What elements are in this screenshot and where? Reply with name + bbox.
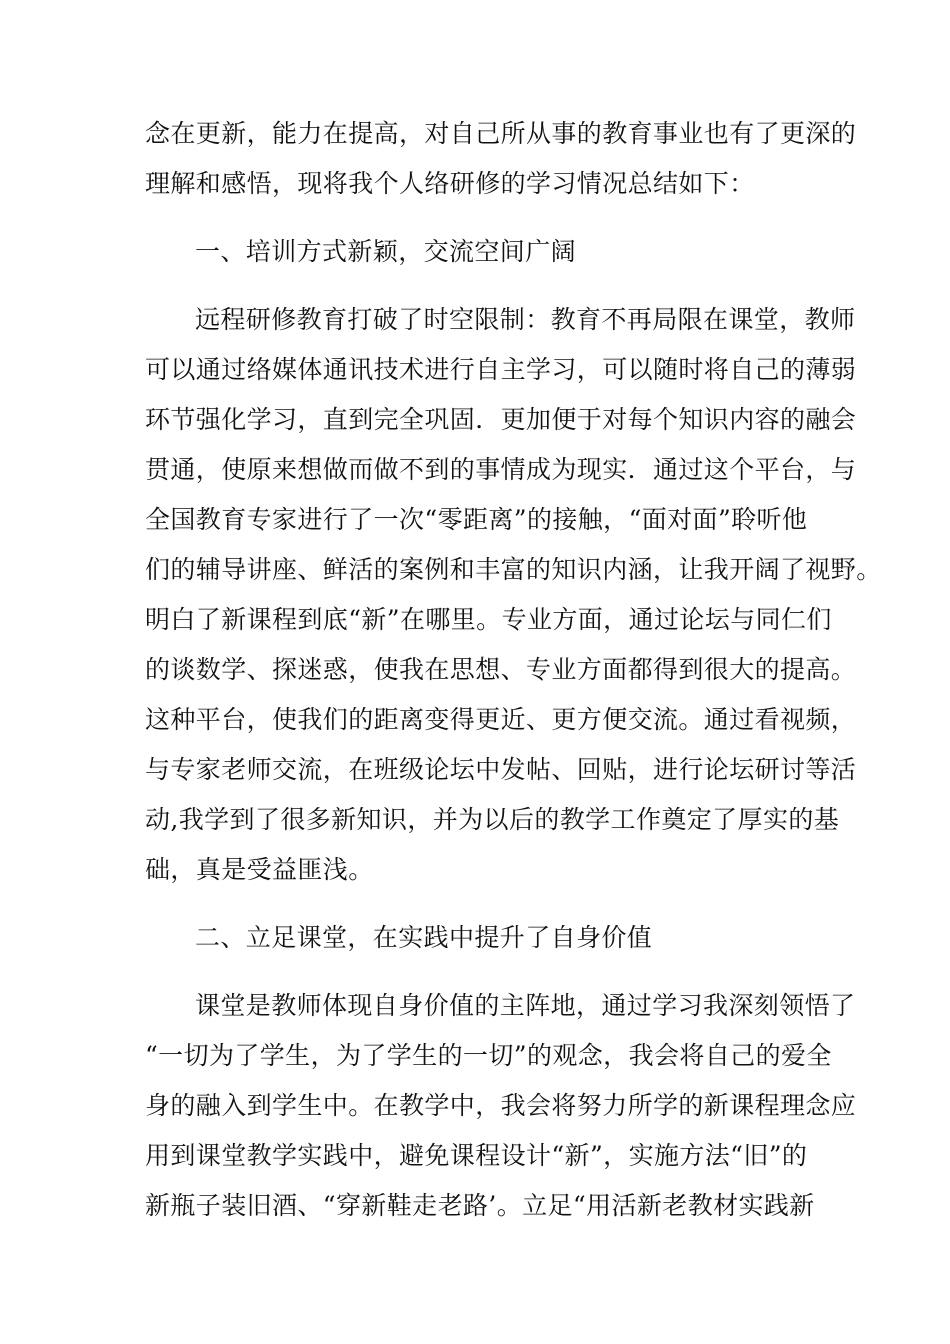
paragraph-line: 这种平台，使我们的距离变得更近、更方便交流。通过看视频，: [145, 705, 857, 734]
paragraph-line: 课堂是教师体现自身价值的主阵地，通过学习我深刻领悟了: [195, 991, 856, 1020]
paragraph-line: “一切为了学生，为了学生的一切”的观念，我会将自己的爱全: [145, 1041, 832, 1070]
paragraph-line: 理解和感悟，现将我个人络研修的学习情况总结如下：: [145, 169, 755, 198]
paragraph-line: 念在更新，能力在提高，对自己所从事的教育事业也有了更深的: [145, 119, 857, 148]
paragraph-line: 与专家老师交流，在班级论坛中发帖、回贴，进行论坛研讨等活: [145, 755, 857, 784]
paragraph-line: 明白了新课程到底“新”在哪里。专业方面，通过论坛与同仁们: [145, 605, 832, 634]
paragraph-line: 可以通过络媒体通讯技术进行自主学习，可以随时将自己的薄弱: [145, 355, 857, 384]
paragraph-line: 环节强化学习，直到完全巩固．更加便于对每个知识内容的融会: [145, 405, 857, 434]
section-heading: 一、培训方式新颖，交流空间广阔: [195, 237, 577, 266]
paragraph-line: 贯通，使原来想做而做不到的事情成为现实．通过这个平台，与: [145, 455, 857, 484]
paragraph-line: 们的辅导讲座、鲜活的案例和丰富的知识内涵，让我开阔了视野。: [145, 555, 882, 584]
paragraph-line: 身的融入到学生中。在教学中，我会将努力所学的新课程理念应: [145, 1091, 857, 1120]
paragraph-line: 动,我学到了很多新知识，并为以后的教学工作奠定了厚实的基: [145, 805, 840, 834]
paragraph-line: 全国教育专家进行了一次“零距离”的接触，“面对面”聆听他: [145, 505, 808, 534]
paragraph-line: 远程研修教育打破了时空限制：教育不再局限在课堂，教师: [195, 305, 856, 334]
paragraph-line: 的谈数学、探迷惑，使我在思想、专业方面都得到很大的提高。: [145, 655, 857, 684]
paragraph-line: 础，真是受益匪浅。: [145, 855, 374, 884]
paragraph-line: 用到课堂教学实践中，避免课程设计“新”，实施方法“旧”的: [145, 1141, 808, 1170]
paragraph-line: 新瓶子装旧酒、“穿新鞋走老路’。立足“用活新老教材实践新: [145, 1191, 815, 1220]
section-heading: 二、立足课堂，在实践中提升了自身价值: [195, 923, 653, 952]
